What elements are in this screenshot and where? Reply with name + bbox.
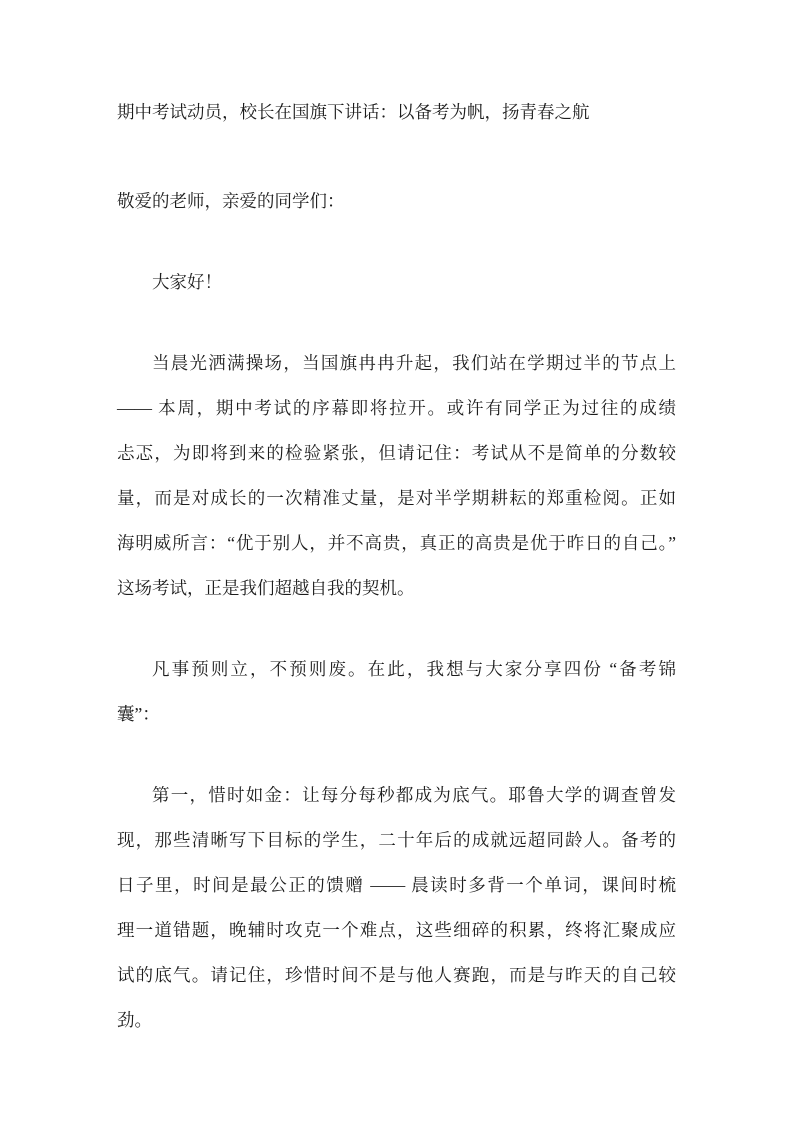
greeting-text: 大家好！ (152, 272, 222, 292)
text-line: 第一，惜时如金：让每分每秒都成为底气。耶鲁大学的调查曾发 (152, 785, 676, 805)
text-line: 忐忑，为即将到来的检验紧张，但请记住：考试从不是简单的分数较 (117, 443, 676, 463)
text-line: 凡事预则立，不预则废。在此，我想与大家分享四份 “备考锦 (152, 659, 676, 679)
text-line: 现，那些清晰写下目标的学生，二十年后的成就远超同龄人。备考的 (117, 830, 676, 850)
text-line: 当晨光洒满操场，当国旗冉冉升起，我们站在学期过半的节点上 (152, 353, 676, 373)
greeting-paragraph (117, 260, 676, 305)
paragraph-tip-one (117, 773, 676, 1043)
text-line: 日子里，时间是最公正的馈赠 —— 晨读时多背一个单词，课间时梳 (117, 875, 676, 895)
text-line: —— 本周，期中考试的序幕即将拉开。或许有同学正为过往的成绩 (117, 398, 676, 418)
paragraph-tips-lead (117, 647, 676, 737)
text-line: 这场考试，正是我们超越自我的契机。 (117, 578, 415, 598)
text-line: 劲。 (117, 1010, 152, 1030)
text-line: 量，而是对成长的一次精准丈量，是对半学期耕耘的郑重检阅。正如 (117, 488, 676, 508)
paragraph-intro (117, 341, 676, 611)
text-line: 海明威所言：“优于别人，并不高贵，真正的高贵是优于昨日的自己。” (117, 533, 676, 553)
text-line: 试的底气。请记住，珍惜时间不是与他人赛跑，而是与昨天的自己较 (117, 965, 676, 985)
text-line: 理一道错题，晚辅时攻克一个难点，这些细碎的积累，终将汇聚成应 (117, 920, 676, 940)
salutation-paragraph (117, 179, 676, 224)
salutation-text: 敬爱的老师，亲爱的同学们： (117, 191, 345, 211)
text-line: 囊”： (117, 704, 160, 724)
document-title-paragraph (117, 90, 676, 135)
document-title: 期中考试动员，校长在国旗下讲话：以备考为帆，扬青春之航 (117, 102, 590, 122)
